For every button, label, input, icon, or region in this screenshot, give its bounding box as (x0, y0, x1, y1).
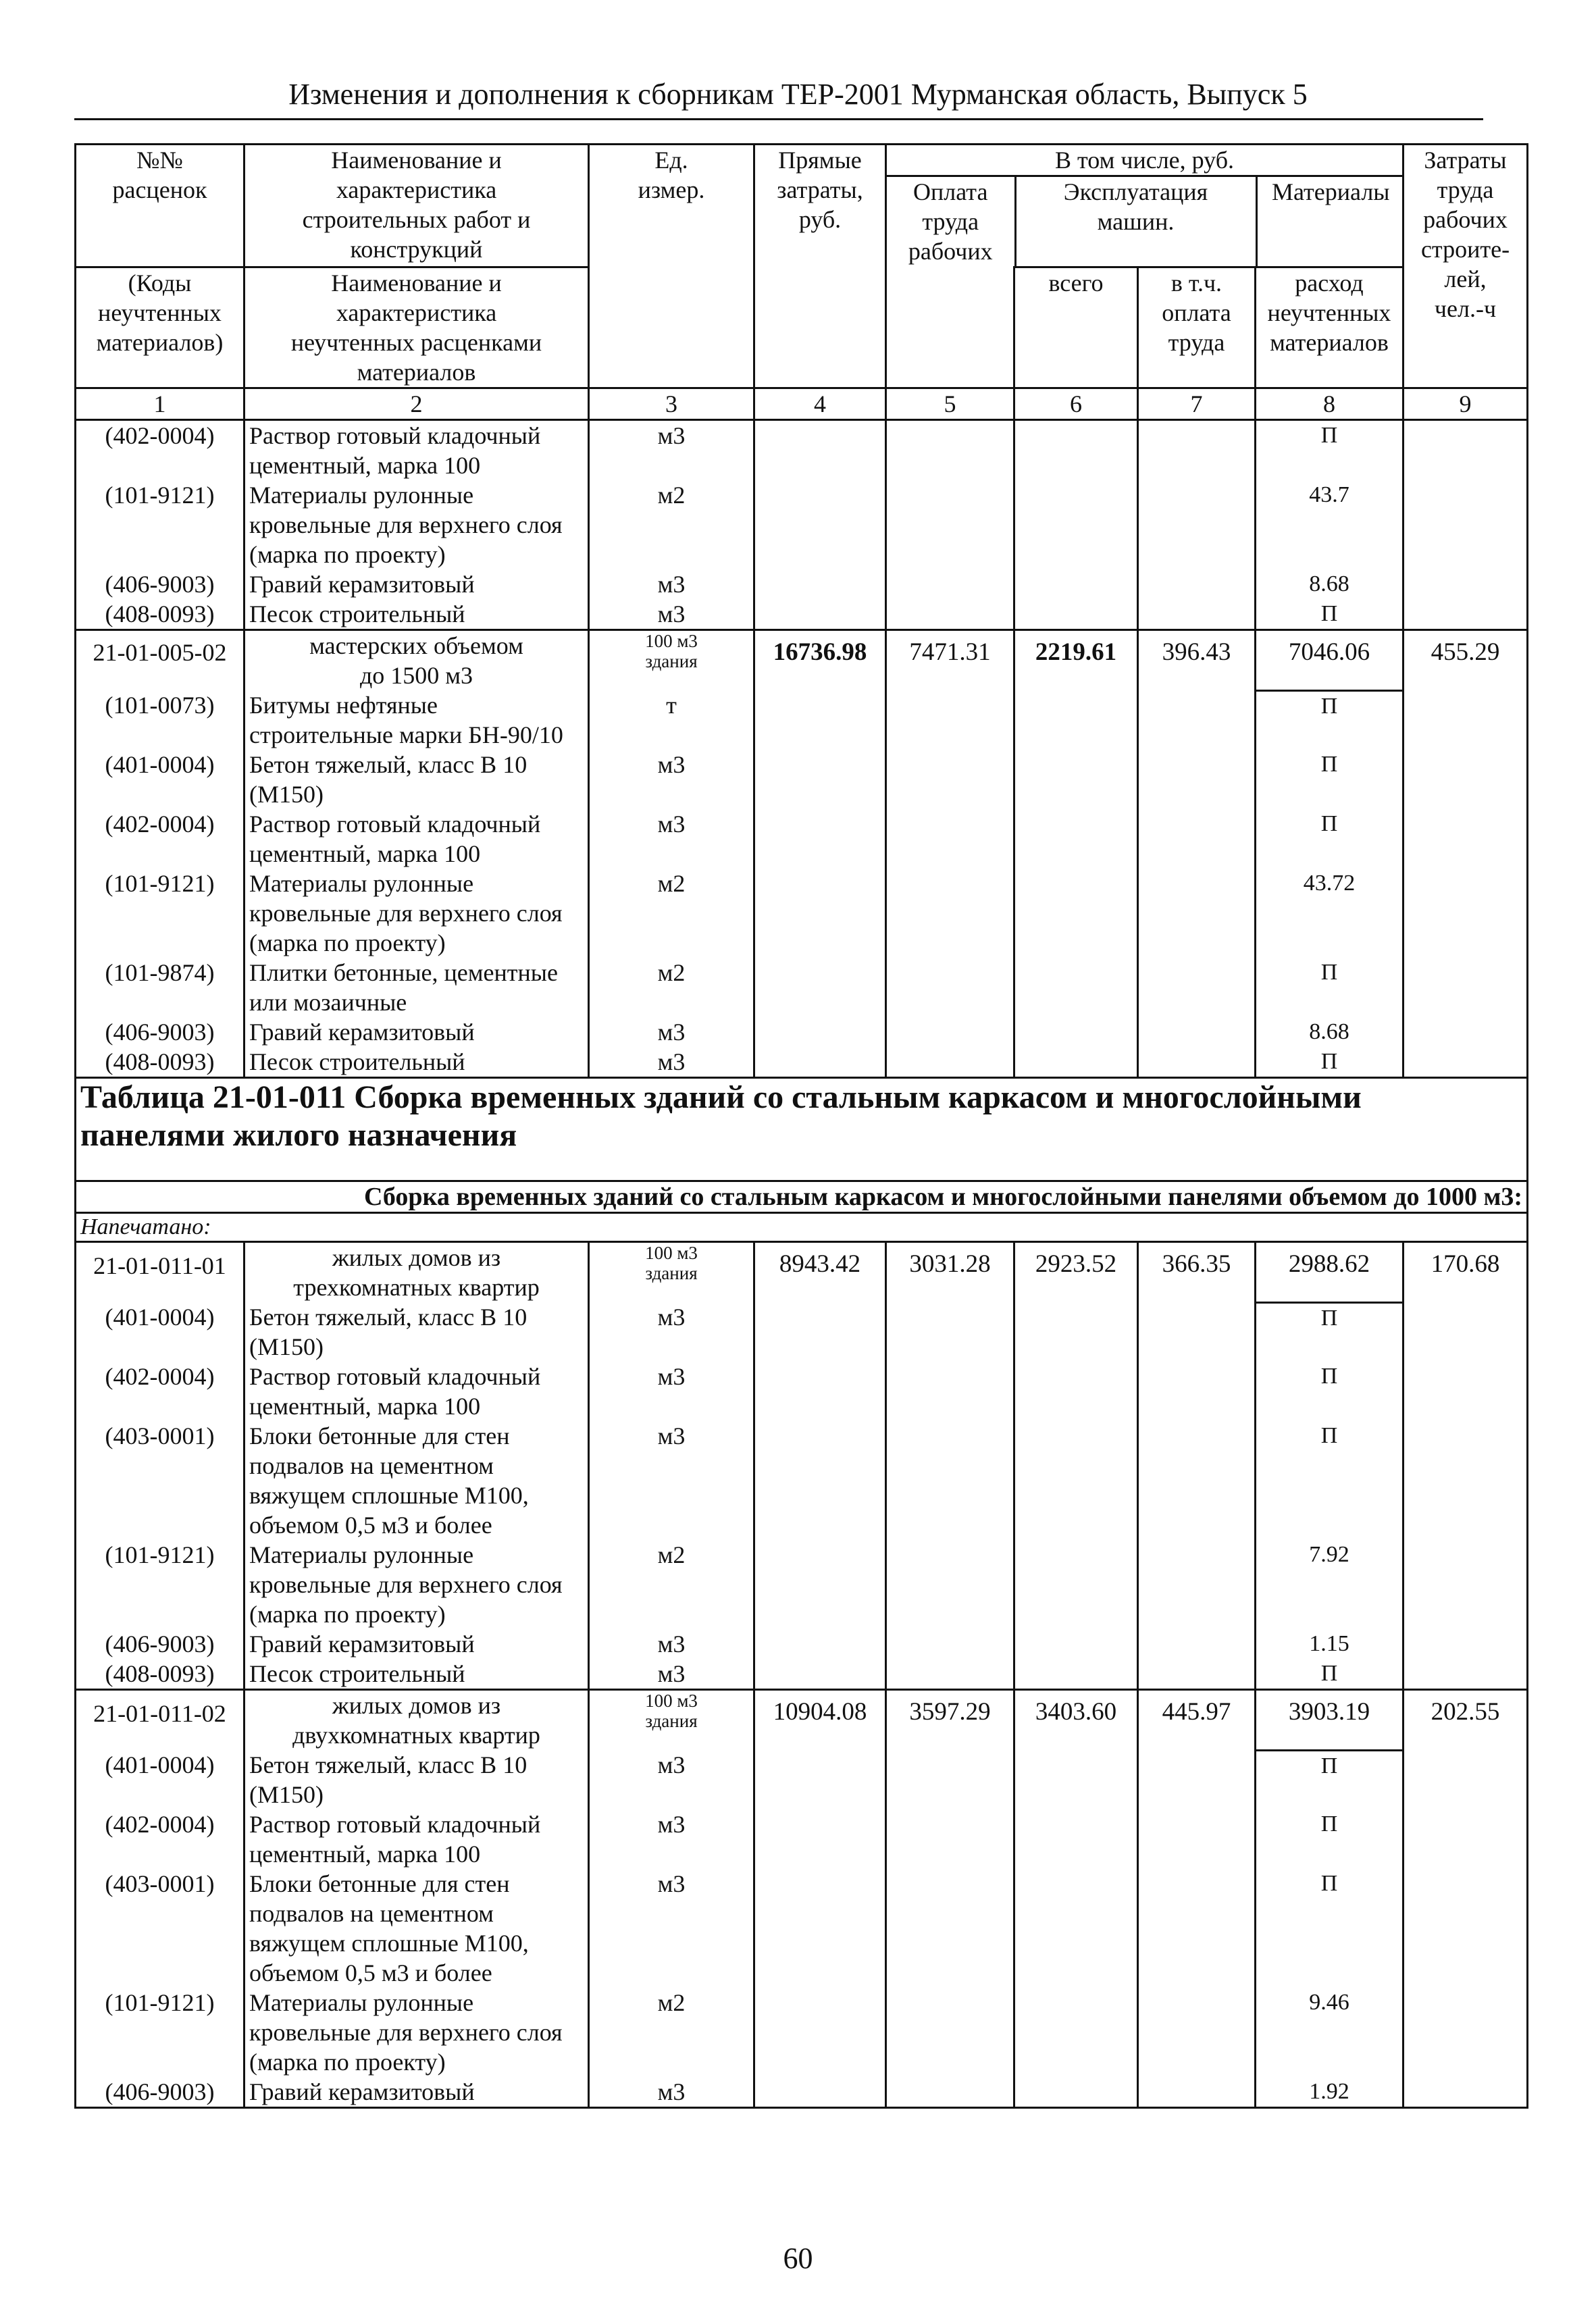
page-number: 60 (783, 2242, 813, 2275)
rate-unit: 100 м3 здания (589, 1690, 754, 1751)
table-title: Таблица 21-01-011 Сборка временных зданий со стальным каркасом и многослойными панелями жилого назначения (76, 1078, 1528, 1181)
machine-costs: 2923.52 (1014, 1242, 1138, 1303)
rate-row (76, 1242, 1528, 1303)
material-row: (101-9121) Материалы рулонные кровельные для верхнего слоя (марка по проекту) м2 43.7 (76, 480, 1528, 569)
col-materials-header: Материалы (1272, 178, 1390, 205)
rate-unit: 100 м3 здания (589, 630, 754, 691)
col-material-consumption-header: расход неучтенных материалов (1256, 267, 1404, 388)
material-row: (408-0093) Песок строительный м3 П (76, 1659, 1528, 1690)
rate-name: жилых домов из трехкомнатных квартир (244, 1242, 589, 1303)
material-row: (403-0001) Блоки бетонные для стен подвалов на цементном вяжущем сплошные М100, объемом 0,5 м3 и более м3 П (76, 1869, 1528, 1988)
rate-code: 21-01-011-02 (76, 1690, 244, 1751)
col-hours-header: Затраты труда рабочих строите- лей, чел.-ч (1404, 145, 1528, 388)
page-header: Изменения и дополнения к сборникам ТЕР-2001 Мурманская область, Выпуск 5 (288, 78, 1308, 111)
direct-costs: 10904.08 (754, 1690, 886, 1751)
machine-labor-costs: 366.35 (1138, 1242, 1256, 1303)
material-row: (101-9874) Плитки бетонные, цементные или мозаичные м2 П (76, 958, 1528, 1017)
material-row: (101-9121) Материалы рулонные кровельные для верхнего слоя (марка по проекту) м2 43.72 (76, 869, 1528, 958)
labor-hours: 455.29 (1404, 630, 1528, 691)
col-machines-total-header: всего (1014, 267, 1138, 388)
group-label: В том числе, руб. (887, 145, 1402, 177)
material-costs: 2988.62 (1256, 1242, 1404, 1303)
col-direct-header: Прямые затраты, руб. (754, 145, 886, 388)
col-name-header: Наименование и характеристика строительных работ и конструкций (244, 145, 589, 267)
labor-costs: 3031.28 (886, 1242, 1014, 1303)
header-row-a (76, 145, 1528, 267)
printed-label: Напечатано: (76, 1213, 1528, 1242)
material-row: (402-0004) Раствор готовый кладочный цементный, марка 100 м3 П (76, 809, 1528, 869)
col-group-header (886, 145, 1404, 267)
header-rule (74, 118, 1483, 120)
table-subtitle-row (76, 1181, 1528, 1213)
table-title-row (76, 1078, 1528, 1181)
machine-costs: 3403.60 (1014, 1690, 1138, 1751)
material-row: (408-0093) Песок строительный м3 П (76, 1047, 1528, 1078)
material-row: (406-9003) Гравий керамзитовый м3 1.92 (76, 2077, 1528, 2108)
material-row: (101-9121) Материалы рулонные кровельные для верхнего слоя (марка по проекту) м2 9.46 (76, 1988, 1528, 2077)
material-row: (401-0004) Бетон тяжелый, класс В 10 (М150) м3 П (76, 750, 1528, 809)
printed-row (76, 1213, 1528, 1242)
material-row: (406-9003) Гравий керамзитовый м3 8.68 (76, 569, 1528, 599)
rate-unit: 100 м3 здания (589, 1242, 754, 1303)
machine-labor-costs: 445.97 (1138, 1690, 1256, 1751)
material-row: (408-0093) Песок строительный м3 П (76, 599, 1528, 630)
material-row: (402-0004) Раствор готовый кладочный цементный, марка 100 м3 П (76, 1362, 1528, 1421)
col-material-code-header: (Коды неучтенных материалов) (76, 267, 244, 388)
machine-costs: 2219.61 (1014, 630, 1138, 691)
direct-costs: 16736.98 (754, 630, 886, 691)
machine-labor-costs: 396.43 (1138, 630, 1256, 691)
rate-code: 21-01-011-01 (76, 1242, 244, 1303)
col-labor-header-b (886, 267, 1014, 388)
material-costs: 7046.06 (1256, 630, 1404, 691)
labor-costs: 7471.31 (886, 630, 1014, 691)
column-numbers-row: 1 2 3 4 5 6 7 8 9 (76, 388, 1528, 420)
material-row: (101-0073) Битумы нефтяные строительные марки БН-90/10 т П (76, 690, 1528, 750)
material-row: (406-9003) Гравий керамзитовый м3 1.15 (76, 1629, 1528, 1659)
material-row: (406-9003) Гравий керамзитовый м3 8.68 (76, 1017, 1528, 1047)
material-costs: 3903.19 (1256, 1690, 1404, 1751)
material-row: (101-9121) Материалы рулонные кровельные для верхнего слоя (марка по проекту) м2 7.92 (76, 1540, 1528, 1629)
labor-hours: 170.68 (1404, 1242, 1528, 1303)
material-row: (401-0004) Бетон тяжелый, класс В 10 (М150) м3 П (76, 1750, 1528, 1809)
rate-row (76, 1690, 1528, 1751)
rates-table (74, 143, 1528, 2109)
col-material-name-header: Наименование и характеристика неучтенных расценками материалов (244, 267, 589, 388)
col-machines-header: Эксплуатация машин. (1015, 177, 1256, 266)
labor-costs: 3597.29 (886, 1690, 1014, 1751)
col-labor-header: Оплата труда рабочих (887, 177, 1015, 266)
col-unit-header: Ед. измер. (589, 145, 754, 388)
rate-code: 21-01-005-02 (76, 630, 244, 691)
material-row: (403-0001) Блоки бетонные для стен подвалов на цементном вяжущем сплошные М100, объемом 0,5 м3 и более м3 П (76, 1421, 1528, 1540)
col-code-header: №№ расценок (76, 145, 244, 267)
rate-name: мастерских объемом до 1500 м3 (244, 630, 589, 691)
col-machines-labor-header: в т.ч. оплата труда (1138, 267, 1256, 388)
table-subtitle: Сборка временных зданий со стальным каркасом и многослойными панелями объемом до 1000 м3: (76, 1181, 1528, 1213)
material-row: (402-0004) Раствор готовый кладочный цементный, марка 100 м3 П (76, 420, 1528, 481)
rate-name: жилых домов из двухкомнатных квартир (244, 1690, 589, 1751)
direct-costs: 8943.42 (754, 1242, 886, 1303)
material-row: (402-0004) Раствор готовый кладочный цементный, марка 100 м3 П (76, 1809, 1528, 1869)
rate-row (76, 630, 1528, 691)
labor-hours: 202.55 (1404, 1690, 1528, 1751)
material-row: (401-0004) Бетон тяжелый, класс В 10 (М150) м3 П (76, 1302, 1528, 1362)
